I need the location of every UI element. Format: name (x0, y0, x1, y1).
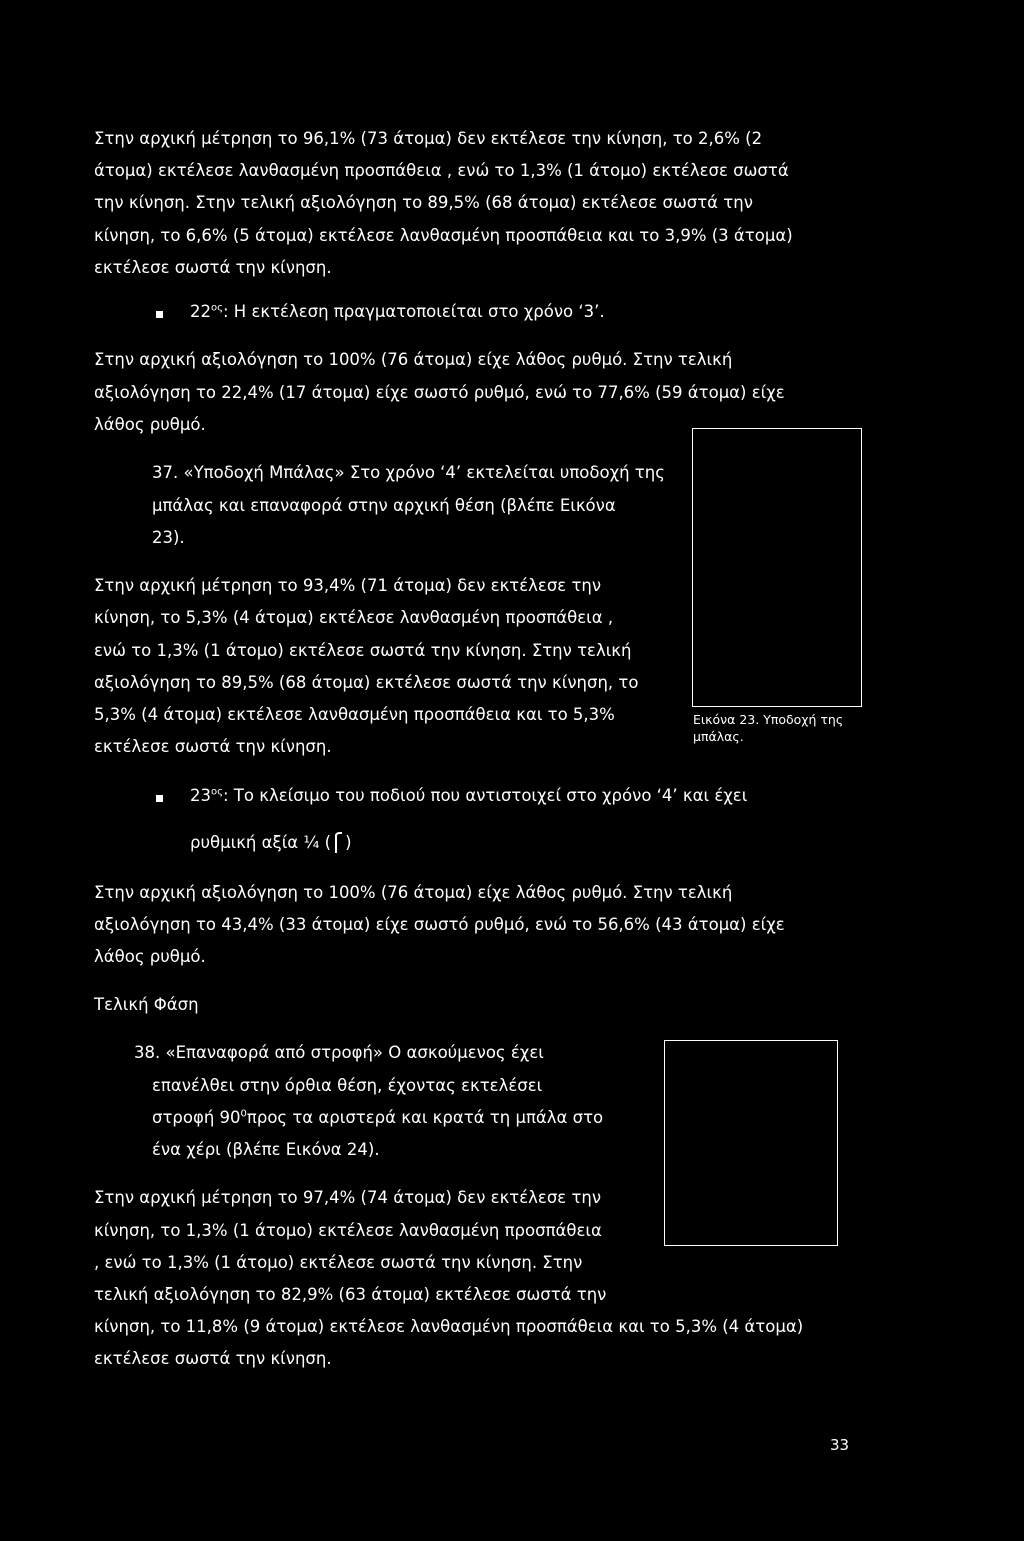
rotation-text-rest: προς τα αριστερά και κρατά τη μπάλα στο (246, 1108, 604, 1127)
text-line: ενώ το 1,3% (1 άτομο) εκτέλεσε σωστά την κίνηση. Στην τελική (94, 641, 632, 660)
text-line: ένα χέρι (βλέπε Εικόνα 24). (152, 1140, 380, 1159)
bullet-marker (156, 795, 163, 802)
text-line: Στην αρχική αξιολόγηση το 100% (76 άτομα) είχε λάθος ρυθμό. Στην τελική (94, 350, 733, 369)
degree-superscript: 0 (240, 1108, 247, 1120)
text-line: αξιολόγηση το 22,4% (17 άτομα) είχε σωστό ρυθμό, ενώ το 77,6% (59 άτομα) είχε (94, 383, 785, 402)
text-line: 5,3% (4 άτομα) εκτέλεσε λανθασμένη προσπάθεια και το 5,3% (94, 705, 615, 724)
text-line: Στην αρχική μέτρηση το 97,4% (74 άτομα) δεν εκτέλεσε την (94, 1188, 602, 1207)
bullet-text (190, 302, 605, 323)
text-line: κίνηση, το 6,6% (5 άτομα) εκτέλεσε λανθασμένη προσπάθεια και το 3,9% (3 άτομα) (94, 226, 793, 245)
text-line: κίνηση, το 1,3% (1 άτομο) εκτέλεσε λανθασμένη προσπάθεια (94, 1221, 602, 1240)
text-line: άτομα) εκτέλεσε λανθασμένη προσπάθεια , ενώ το 1,3% (1 άτομο) εκτέλεσε σωστά (94, 161, 789, 180)
text-line: εκτέλεσε σωστά την κίνηση. (94, 737, 332, 756)
section-heading: Τελική Φάση (94, 995, 199, 1014)
text-line: την κίνηση. Στην τελική αξιολόγηση το 89,5% (68 άτομα) εκτέλεσε σωστά την (94, 193, 753, 212)
text-line: Στην αρχική αξιολόγηση το 100% (76 άτομα) είχε λάθος ρυθμό. Στην τελική (94, 883, 733, 902)
text-line: 23). (152, 528, 185, 547)
rhythm-value-text: ρυθμική αξία ¼ ( (190, 833, 332, 852)
bullet-marker (156, 311, 163, 318)
text-line: κίνηση, το 5,3% (4 άτομα) εκτέλεσε λανθασμένη προσπάθεια , (94, 608, 614, 627)
text-line: λάθος ρυθμό. (94, 947, 206, 966)
ordinal-number: 23 (190, 786, 211, 805)
text-line: τελική αξιολόγηση το 82,9% (63 άτομα) εκτέλεσε σωστά την (94, 1285, 607, 1304)
item-heading-line: 37. «Υποδοχή Μπάλας» Στο χρόνο ‘4’ εκτελείται υποδοχή της (152, 463, 665, 482)
text-line: εκτέλεσε σωστά την κίνηση. (94, 1349, 332, 1368)
text-line: εκτέλεσε σωστά την κίνηση. (94, 258, 332, 277)
text-line: λάθος ρυθμό. (94, 415, 206, 434)
text-line (152, 1108, 603, 1129)
text-line: επανέλθει στην όρθια θέση, έχοντας εκτελέσει (152, 1076, 543, 1095)
ordinal-suffix: ος (211, 302, 223, 314)
ordinal-number: 22 (190, 302, 211, 321)
figure-23-image (692, 428, 862, 707)
text-line: μπάλας και επαναφορά στην αρχική θέση (βλέπε Εικόνα (152, 496, 616, 515)
text-line: Στην αρχική μέτρηση το 96,1% (73 άτομα) δεν εκτέλεσε την κίνηση, το 2,6% (2 (94, 129, 763, 148)
text-line: αξιολόγηση το 89,5% (68 άτομα) εκτέλεσε σωστά την κίνηση, το (94, 673, 639, 692)
text-line: κίνηση, το 11,8% (9 άτομα) εκτέλεσε λανθασμένη προσπάθεια και το 5,3% (4 άτομα) (94, 1317, 804, 1336)
figure-23-caption: μπάλας. (693, 729, 744, 744)
bullet-text-line2 (190, 832, 352, 854)
text-line: , ενώ το 1,3% (1 άτομο) εκτέλεσε σωστά την κίνηση. Στην (94, 1253, 583, 1272)
figure-23-caption: Εικόνα 23. Υποδοχή της (693, 712, 844, 727)
text-line: αξιολόγηση το 43,4% (33 άτομα) είχε σωστό ρυθμό, ενώ το 56,6% (43 άτομα) είχε (94, 915, 785, 934)
bullet-description: : Το κλείσιμο του ποδιού που αντιστοιχεί στο χρόνο ‘4’ και έχει (223, 786, 748, 805)
page-number: 33 (830, 1436, 850, 1454)
text-line: Στην αρχική μέτρηση το 93,4% (71 άτομα) δεν εκτέλεσε την (94, 576, 602, 595)
figure-24-image (664, 1040, 838, 1246)
rotation-text: στροφή 90 (152, 1108, 241, 1127)
ordinal-suffix: ος (211, 786, 223, 798)
item-heading-line: 38. «Επαναφορά από στροφή» Ο ασκούμενος έχει (134, 1043, 544, 1062)
quarter-note-icon (333, 832, 343, 854)
closing-paren: ) (345, 833, 352, 852)
bullet-description: : Η εκτέλεση πραγματοποιείται στο χρόνο ‘3’. (223, 302, 605, 321)
bullet-text (190, 786, 747, 807)
